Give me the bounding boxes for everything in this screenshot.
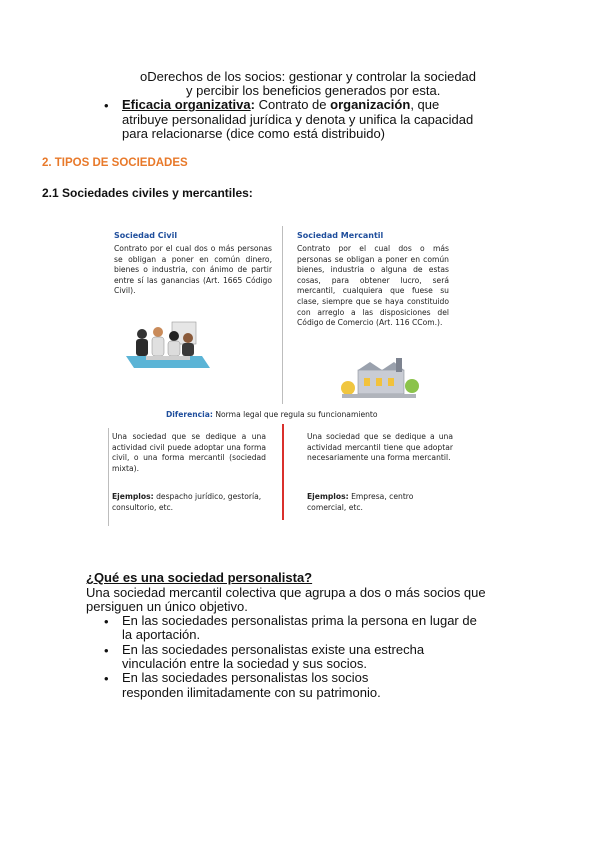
- center-divider-top: [282, 226, 283, 404]
- bullet-1: •: [104, 614, 109, 629]
- left-bottom-border: [108, 428, 109, 526]
- bullet-1-line2: la aportación.: [122, 627, 201, 642]
- right-ejemplos-text: Empresa, centro comercial, etc.: [307, 492, 414, 512]
- section-2-title: 2. TIPOS DE SOCIEDADES: [42, 157, 188, 169]
- civil-title: Sociedad Civil: [114, 231, 178, 240]
- eficacia-line2: atribuye personalidad jurídica y denota y unifica la capacidad: [122, 112, 474, 127]
- bullet-2-line2: vinculación entre la sociedad y sus socios.: [122, 656, 367, 671]
- mercantil-title: Sociedad Mercantil: [297, 231, 384, 240]
- bullet-1-line1: En las sociedades personalistas prima la persona en lugar de: [122, 613, 477, 628]
- bullet-2-line1: En las sociedades personalistas existe una estrecha: [122, 642, 425, 657]
- section-2-1-title: 2.1 Sociedades civiles y mercantiles:: [42, 186, 253, 200]
- factory-illustration: [338, 356, 420, 402]
- left-ejemplos-text: despacho jurídico, gestoría, consultorio, etc.: [112, 492, 262, 512]
- civil-text: Contrato por el cual dos o más personas se obligan a poner en común dinero, bienes o industria, con ánimo de partir entre sí las ganancias (Art. 1665 Código Civil).: [114, 244, 272, 296]
- eficacia-line1: Eficacia organizativa: Contrato de organización, que: [122, 97, 440, 112]
- bullet-2: •: [104, 643, 109, 658]
- red-divider: [282, 424, 284, 520]
- left-bottom-text: Una sociedad que se dedique a una actividad civil puede adoptar una forma civil, o una forma mercantil (sociedad mixta).: [112, 432, 266, 473]
- bullet-eficacia: •: [104, 98, 109, 113]
- meeting-illustration: [122, 316, 214, 370]
- diferencia-label: Diferencia:: [166, 410, 213, 419]
- mercantil-text: Contrato por el cual dos o más personas se obligan a poner en común bienes, industria o alguna de estas cosas, para obtener lucro, será mercantil, cualquiera que fuese su clase, siempre que se haya constituido con arreglo a las disposiciones del Código de Comercio (Art. 116 CCom.).: [297, 244, 449, 328]
- sociedades-figure: [100, 222, 470, 532]
- left-ejemplos: [112, 492, 266, 513]
- derechos-line2: y percibir los beneficios generados por esta.: [186, 83, 441, 98]
- diferencia-text: Norma legal que regula su funcionamiento: [212, 410, 378, 419]
- personalista-intro-line2: persiguen un único objetivo.: [86, 599, 248, 614]
- derechos-item: [140, 70, 520, 84]
- bullet-3: •: [104, 671, 109, 686]
- eficacia-term: Eficacia organizativa: [122, 97, 251, 112]
- organizacion-bold: organización: [330, 97, 411, 112]
- personalista-intro-line1: Una sociedad mercantil colectiva que agrupa a dos o más socios que: [86, 585, 486, 600]
- right-bottom-text: Una sociedad que se dedique a una actividad mercantil tiene que adoptar necesariamente una forma mercantil.: [307, 432, 453, 463]
- left-ejemplos-label: Ejemplos:: [112, 492, 154, 501]
- bullet-3-line1: En las sociedades personalistas los socios: [122, 670, 369, 685]
- derechos-line1: Derechos de los socios: gestionar y controlar la sociedad: [147, 69, 477, 84]
- diferencia-line: [166, 410, 378, 421]
- right-ejemplos: [307, 492, 453, 513]
- sub-bullet-marker: o: [140, 69, 148, 84]
- eficacia-line3: para relacionarse (dice como está distribuido): [122, 126, 386, 141]
- bullet-3-line2: responden ilimitadamente con su patrimonio.: [122, 685, 381, 700]
- right-ejemplos-label: Ejemplos:: [307, 492, 349, 501]
- personalista-question: ¿Qué es una sociedad personalista?: [86, 570, 313, 585]
